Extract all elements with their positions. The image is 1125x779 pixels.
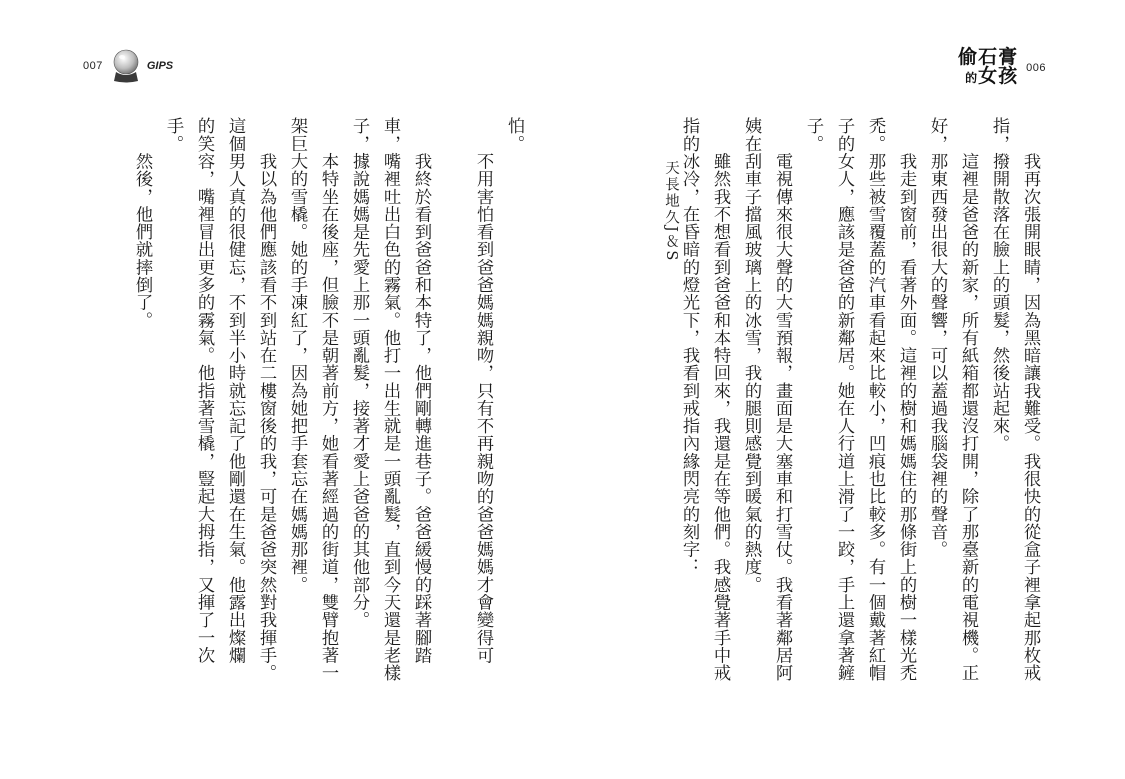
- text-column: 不用害怕看到爸爸媽媽親吻，只有不再親吻的爸爸媽媽才會變得可: [473, 117, 493, 664]
- text-column: 手。: [163, 117, 183, 153]
- text-column: 架巨大的雪橇。她的手凍紅了，因為她把手套忘在媽媽那裡。: [287, 117, 307, 594]
- text-column: 我終於看到爸爸和本特了，他們剛轉進巷子。爸爸緩慢的踩著腳踏: [411, 117, 431, 664]
- text-column: 我走到窗前，看著外面。這裡的樹和媽媽住的那條街上的樹一樣光禿: [896, 117, 916, 682]
- page-number-right: 006: [1026, 62, 1046, 74]
- book-title-line1: 偷石膏: [958, 46, 1019, 68]
- text-column: 怕。: [504, 117, 524, 153]
- text-column: 本特坐在後座，但臉不是朝著前方，她看著經過的街道，雙臂抱著一: [318, 117, 338, 682]
- text-column: 我再次張開眼睛，因為黑暗讓我難受。我很快的從盒子裡拿起那枚戒: [1020, 117, 1040, 682]
- text-column: 好，那東西發出很大的聲響，可以蓋過我腦袋裡的聲音。: [927, 117, 947, 558]
- book-title-line2: 女孩: [978, 65, 1019, 87]
- text-column: 車，嘴裡吐出白色的霧氣。他打一出生就是一頭亂髮，直到今天還是老樣: [380, 117, 400, 682]
- left-page-header: [83, 48, 173, 84]
- text-column: 指的冰冷，在昏暗的燈光下，我看到戒指內緣閃亮的刻字：: [679, 117, 699, 576]
- text-column: 子的女人，應該是爸爸的新鄰居。她在人行道上滑了一跤，手上還拿著鏟: [834, 117, 854, 682]
- book-title-small: 的: [965, 71, 979, 85]
- right-page-header: [958, 48, 1046, 88]
- right-body-text: [673, 117, 1045, 697]
- text-column: 這裡是爸爸的新家，所有紙箱都還沒打開，除了那臺新的電視機。正: [958, 117, 978, 682]
- text-column: [436, 117, 467, 697]
- snow-globe-icon: [111, 48, 141, 84]
- text-column: 的笑容，嘴裡冒出更多的霧氣。他指著雪橇，豎起大拇指，又揮了一次: [194, 117, 214, 664]
- right-page: [562, 0, 1125, 779]
- page-number-left: 007: [83, 60, 103, 72]
- left-page: [0, 0, 562, 779]
- text-column: 子。: [803, 117, 823, 153]
- series-label: GIPS: [146, 60, 174, 72]
- text-column: 指，撥開散落在臉上的頭髮，然後站起來。: [989, 117, 1009, 453]
- text-column: 電視傳來很大聲的大雪預報，畫面是大塞車和打雪仗。我看著鄰居阿: [772, 117, 792, 682]
- ring-engraving: 天長地久J＆S: [663, 160, 679, 263]
- text-column: 我以為他們應該看不到站在二樓窗後的我，可是爸爸突然對我揮手。: [256, 117, 276, 682]
- left-body-text: [126, 117, 529, 697]
- text-column: 子，據說媽媽是先愛上那一頭亂髮，接著才愛上爸爸的其他部分。: [349, 117, 369, 629]
- book-title: [958, 48, 1018, 88]
- text-column: 這個男人真的很健忘，不到半小時就忘記了他剛還在生氣。他露出燦爛: [225, 117, 245, 664]
- engraving-block: [655, 160, 686, 740]
- text-column: 雖然我不想看到爸爸和本特回來，我還是在等他們。我感覺著手中戒: [710, 117, 730, 682]
- text-column: 姨在刮車子擋風玻璃上的冰雪，我的腿則感覺到暖氣的熱度。: [741, 117, 761, 594]
- text-column: 禿。那些被雪覆蓋的汽車看起來比較小，凹痕也比較多。有一個戴著紅帽: [865, 117, 885, 682]
- text-column: 然後，他們就摔倒了。: [132, 117, 152, 329]
